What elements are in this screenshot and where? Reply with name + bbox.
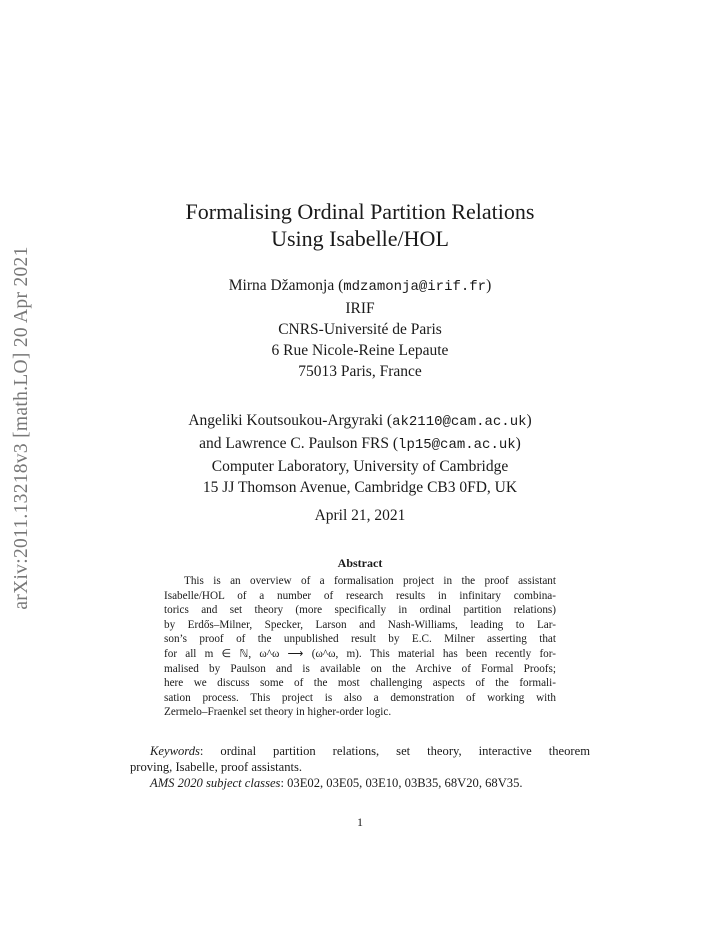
affiliation-line: Computer Laboratory, University of Cambridge: [211, 458, 509, 475]
title-line-1: Formalising Ordinal Partition Relations: [185, 199, 535, 224]
affiliation-line: 75013 Paris, France: [298, 363, 422, 380]
abstract-line: sation process. This project is also a demonstration of working with: [164, 691, 556, 704]
arxiv-identifier: arXiv:2011.13218v3 [math.LO] 20 Apr 2021: [11, 246, 32, 610]
affiliation-line: 6 Rue Nicole-Reine Lepaute: [271, 342, 449, 359]
abstract-body: [164, 574, 556, 720]
author-line: Mirna Džamonja (mdzamonja@irif.fr): [228, 277, 492, 295]
affiliation-line: IRIF: [345, 300, 375, 317]
author-line: and Lawrence C. Paulson FRS (lp15@cam.ac.uk): [199, 435, 521, 453]
author-name: Angeliki Koutsoukou-Argyraki (: [188, 412, 393, 429]
keywords-section: [130, 743, 590, 791]
author-name: Mirna Džamonja (: [228, 277, 344, 294]
abstract-line: by Erdős–Milner, Specker, Larson and Nash-Williams, leading to Lar-: [164, 618, 556, 631]
author-block-dzamonja: [130, 275, 590, 382]
author-email[interactable]: ak2110@cam.ac.uk: [392, 414, 527, 430]
paper-date: April 21, 2021: [314, 507, 406, 524]
abstract-heading: Abstract: [337, 556, 383, 570]
author-line: Angeliki Koutsoukou-Argyraki (ak2110@cam.ac.uk): [188, 412, 532, 430]
affiliation-line: 15 JJ Thomson Avenue, Cambridge CB3 0FD, UK: [202, 479, 518, 496]
abstract-line: here we discuss some of the most challenging aspects of the formali-: [164, 677, 556, 690]
author-email[interactable]: lp15@cam.ac.uk: [398, 437, 516, 453]
page-number: 1: [357, 815, 363, 829]
keywords-line-1: Keywords: ordinal partition relations, set theory, interactive theorem: [150, 744, 590, 758]
ams-classes-line: AMS 2020 subject classes: 03E02, 03E05, 03E10, 03B35, 68V20, 68V35.: [150, 776, 523, 790]
abstract-line: for all m ∈ ℕ, ω^ω ⟶ (ω^ω, m). This material has been recently for-: [164, 647, 556, 660]
abstract-line: son’s proof of the unpublished result by E.C. Milner asserting that: [164, 633, 556, 646]
keywords-line-2: proving, Isabelle, proof assistants.: [130, 760, 303, 774]
abstract-line: torics and set theory (more specifically in ordinal partition relations): [164, 604, 556, 617]
abstract-line: Isabelle/HOL of a number of research results in infinitary combina-: [164, 589, 556, 602]
author-name: and Lawrence C. Paulson FRS (: [199, 435, 399, 452]
affiliation-line: CNRS-Université de Paris: [278, 321, 442, 338]
abstract-line: Zermelo–Fraenkel set theory in higher-order logic.: [164, 706, 392, 719]
title-line-2: Using Isabelle/HOL: [271, 226, 449, 251]
abstract-line: malised by Paulson and is available on the Archive of Formal Proofs;: [164, 662, 556, 675]
author-block-cambridge: [130, 410, 590, 498]
author-email[interactable]: mdzamonja@irif.fr: [343, 279, 487, 295]
abstract-line: This is an overview of a formalisation project in the proof assistant: [184, 575, 556, 587]
ams-label: AMS 2020 subject classes: [150, 776, 281, 790]
paper-title: [130, 198, 590, 252]
keywords-label: Keywords: [150, 744, 200, 758]
